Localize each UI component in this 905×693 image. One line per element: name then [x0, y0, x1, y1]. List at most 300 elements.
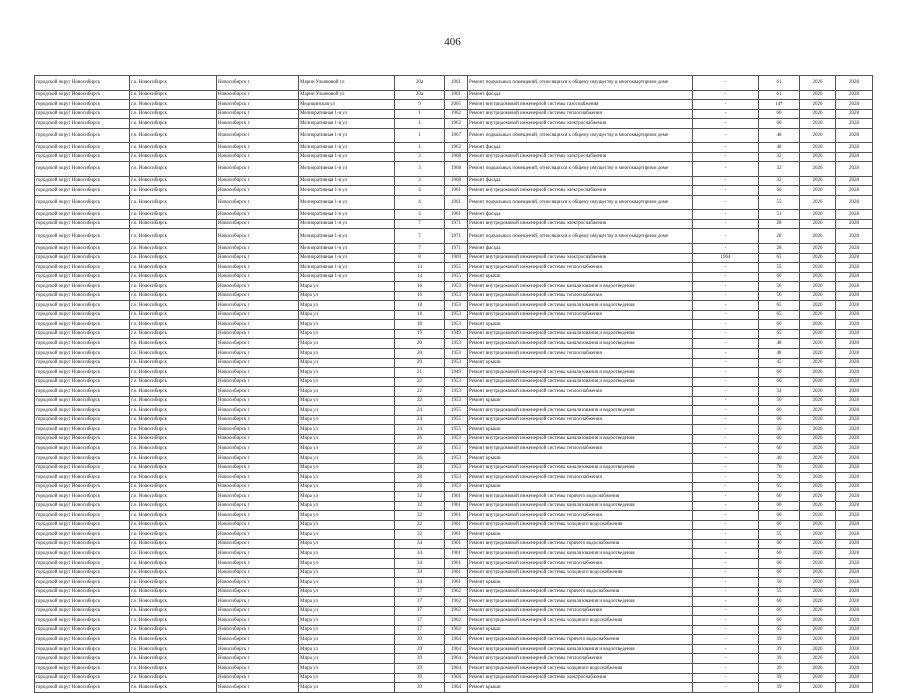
cell-district: г.о. Новосибирск	[130, 673, 217, 683]
cell-period-start: 2026	[800, 654, 836, 664]
cell-period-start: 2026	[800, 219, 836, 229]
cell-renovation-year: -	[693, 109, 759, 119]
cell-renovation-year: -	[693, 263, 759, 273]
cell-municipality: городской округ Новосибирск	[35, 635, 130, 645]
cell-municipality: городской округ Новосибирск	[35, 348, 130, 358]
cell-district: г.о. Новосибирск	[130, 272, 217, 282]
table-row	[35, 539, 873, 549]
cell-district: г.о. Новосибирск	[130, 210, 217, 220]
cell-wear-percent: 32	[759, 162, 800, 177]
table-row	[35, 152, 873, 162]
cell-wear-percent: 60	[759, 597, 800, 607]
cell-work-type: Ремонт внутридомовой инженерной системы теплоснабжения	[468, 415, 693, 425]
cell-house-number: 37	[395, 606, 445, 616]
cell-period-start: 2026	[800, 625, 836, 635]
cell-build-year: 1962	[445, 109, 468, 119]
cell-house-number: 32	[395, 501, 445, 511]
cell-renovation-year: -	[693, 243, 759, 253]
cell-renovation-year: -	[693, 368, 759, 378]
cell-district: г.о. Новосибирск	[130, 406, 217, 416]
cell-work-type: Ремонт крыши	[468, 396, 693, 406]
cell-street: Мелиоративная 1-я ул	[299, 186, 395, 196]
cell-street: Мира ул	[299, 597, 395, 607]
table-row	[35, 568, 873, 578]
cell-period-start: 2026	[800, 100, 836, 110]
cell-locality: Новосибирск г	[217, 143, 299, 153]
cell-build-year: 1949	[445, 368, 468, 378]
cell-work-type: Ремонт внутридомовой инженерной системы горячего водоснабжения	[468, 587, 693, 597]
cell-house-number: 39	[395, 654, 445, 664]
cell-municipality: городской округ Новосибирск	[35, 186, 130, 196]
cell-wear-percent: 39	[759, 654, 800, 664]
cell-house-number: 37	[395, 587, 445, 597]
cell-work-type: Ремонт внутридомовой инженерной системы газоснабжения	[468, 100, 693, 110]
cell-renovation-year: -	[693, 568, 759, 578]
cell-locality: Новосибирск г	[217, 673, 299, 683]
cell-build-year: 1969	[445, 253, 468, 263]
cell-renovation-year: -	[693, 597, 759, 607]
cell-locality: Новосибирск г	[217, 368, 299, 378]
cell-street: Мира ул	[299, 329, 395, 339]
cell-house-number: 3	[395, 162, 445, 177]
cell-renovation-year: -	[693, 143, 759, 153]
cell-locality: Новосибирск г	[217, 387, 299, 397]
cell-wear-percent: 60	[759, 272, 800, 282]
cell-house-number: 7	[395, 243, 445, 253]
cell-wear-percent: 60	[759, 320, 800, 330]
cell-street: Мира ул	[299, 396, 395, 406]
cell-municipality: городской округ Новосибирск	[35, 152, 130, 162]
cell-locality: Новосибирск г	[217, 434, 299, 444]
cell-municipality: городской округ Новосибирск	[35, 263, 130, 273]
table-row	[35, 301, 873, 311]
cell-municipality: городской округ Новосибирск	[35, 128, 130, 143]
cell-period-end: 2028	[836, 143, 873, 153]
cell-locality: Новосибирск г	[217, 253, 299, 263]
cell-municipality: городской округ Новосибирск	[35, 100, 130, 110]
cell-period-start: 2026	[800, 339, 836, 349]
cell-locality: Новосибирск г	[217, 549, 299, 559]
cell-period-start: 2026	[800, 683, 836, 693]
cell-district: г.о. Новосибирск	[130, 186, 217, 196]
cell-district: г.о. Новосибирск	[130, 396, 217, 406]
cell-period-end: 2028	[836, 635, 873, 645]
cell-locality: Новосибирск г	[217, 100, 299, 110]
cell-work-type: Ремонт внутридомовой инженерной системы теплоснабжения	[468, 511, 693, 521]
cell-locality: Новосибирск г	[217, 243, 299, 253]
cell-street: Мира ул	[299, 549, 395, 559]
cell-work-type: Ремонт внутридомовой инженерной системы канализования и водоотведения	[468, 501, 693, 511]
cell-locality: Новосибирск г	[217, 195, 299, 210]
cell-house-number: 18	[395, 320, 445, 330]
cell-period-end: 2028	[836, 415, 873, 425]
table-row	[35, 683, 873, 693]
cell-period-end: 2028	[836, 176, 873, 186]
cell-street: Мелиоративная 1-я ул	[299, 263, 395, 273]
cell-wear-percent: 65	[759, 301, 800, 311]
cell-street: Мира ул	[299, 348, 395, 358]
repair-schedule-table	[34, 75, 873, 693]
table-row	[35, 463, 873, 473]
cell-period-end: 2028	[836, 492, 873, 502]
cell-renovation-year: -	[693, 348, 759, 358]
cell-period-start: 2026	[800, 90, 836, 100]
cell-wear-percent: 48	[759, 143, 800, 153]
cell-municipality: городской округ Новосибирск	[35, 301, 130, 311]
cell-street: Мелиоративная 1-я ул	[299, 219, 395, 229]
cell-renovation-year: -	[693, 210, 759, 220]
cell-period-start: 2026	[800, 377, 836, 387]
cell-district: г.о. Новосибирск	[130, 625, 217, 635]
cell-build-year: 1961	[445, 530, 468, 540]
cell-work-type: Ремонт внутридомовой инженерной системы горячего водоснабжения	[468, 492, 693, 502]
cell-work-type: Ремонт внутридомовой инженерной системы горячего водоснабжения	[468, 539, 693, 549]
cell-locality: Новосибирск г	[217, 176, 299, 186]
cell-street: Мира ул	[299, 387, 395, 397]
cell-house-number: 20а	[395, 90, 445, 100]
cell-locality: Новосибирск г	[217, 186, 299, 196]
cell-work-type: Ремонт внутридомовой инженерной системы теплоснабжения	[468, 291, 693, 301]
cell-renovation-year: -	[693, 282, 759, 292]
cell-period-end: 2028	[836, 358, 873, 368]
cell-municipality: городской округ Новосибирск	[35, 368, 130, 378]
cell-district: г.о. Новосибирск	[130, 463, 217, 473]
cell-work-type: Ремонт крыши	[468, 454, 693, 464]
cell-house-number: 24	[395, 425, 445, 435]
cell-house-number: 8	[395, 253, 445, 263]
cell-period-end: 2028	[836, 539, 873, 549]
cell-street: Мира ул	[299, 473, 395, 483]
cell-street: Мира ул	[299, 587, 395, 597]
cell-municipality: городской округ Новосибирск	[35, 143, 130, 153]
cell-locality: Новосибирск г	[217, 162, 299, 177]
cell-municipality: городской округ Новосибирск	[35, 625, 130, 635]
cell-period-end: 2028	[836, 463, 873, 473]
cell-period-end: 2028	[836, 100, 873, 110]
cell-street: Марии Ульяновой ул	[299, 90, 395, 100]
cell-municipality: городской округ Новосибирск	[35, 539, 130, 549]
cell-locality: Новосибирск г	[217, 358, 299, 368]
table-row	[35, 587, 873, 597]
cell-locality: Новосибирск г	[217, 473, 299, 483]
cell-wear-percent: 60	[759, 415, 800, 425]
cell-build-year: 1961	[445, 520, 468, 530]
cell-renovation-year: -	[693, 272, 759, 282]
cell-street: Мира ул	[299, 415, 395, 425]
cell-district: г.о. Новосибирск	[130, 530, 217, 540]
cell-work-type: Ремонт внутридомовой инженерной системы канализования и водоотведения	[468, 301, 693, 311]
table-row	[35, 454, 873, 464]
cell-build-year: 1964	[445, 635, 468, 645]
cell-district: г.о. Новосибирск	[130, 644, 217, 654]
cell-locality: Новосибирск г	[217, 501, 299, 511]
cell-house-number: 16	[395, 282, 445, 292]
cell-street: Мира ул	[299, 377, 395, 387]
cell-house-number: 3	[395, 176, 445, 186]
cell-work-type: Ремонт фасада	[468, 90, 693, 100]
cell-municipality: городской округ Новосибирск	[35, 219, 130, 229]
cell-district: г.о. Новосибирск	[130, 482, 217, 492]
cell-work-type: Ремонт фасада	[468, 243, 693, 253]
cell-build-year: 1971	[445, 229, 468, 244]
cell-period-start: 2026	[800, 511, 836, 521]
cell-district: г.о. Новосибирск	[130, 291, 217, 301]
cell-street: Мира ул	[299, 654, 395, 664]
cell-municipality: городской округ Новосибирск	[35, 162, 130, 177]
cell-house-number: 34	[395, 549, 445, 559]
cell-period-start: 2026	[800, 463, 836, 473]
cell-work-type: Ремонт подвальных помещений, относящихся к общему имуществу в многоквартирном доме	[468, 128, 693, 143]
cell-work-type: Ремонт внутридомовой инженерной системы электроснабжения	[468, 673, 693, 683]
cell-wear-percent: 39	[759, 635, 800, 645]
cell-wear-percent: 65	[759, 253, 800, 263]
cell-period-end: 2028	[836, 291, 873, 301]
cell-municipality: городской округ Новосибирск	[35, 291, 130, 301]
cell-build-year: 1971	[445, 219, 468, 229]
cell-period-end: 2028	[836, 109, 873, 119]
cell-wear-percent: 76	[759, 463, 800, 473]
cell-house-number: 34	[395, 559, 445, 569]
cell-house-number: 26	[395, 454, 445, 464]
cell-locality: Новосибирск г	[217, 76, 299, 91]
cell-work-type: Ремонт крыши	[468, 683, 693, 693]
cell-municipality: городской округ Новосибирск	[35, 339, 130, 349]
cell-wear-percent: 76	[759, 473, 800, 483]
cell-renovation-year: -	[693, 454, 759, 464]
table-row	[35, 186, 873, 196]
cell-period-start: 2026	[800, 263, 836, 273]
cell-wear-percent: 65	[759, 625, 800, 635]
cell-work-type: Ремонт подвальных помещений, относящихся к общему имуществу в многоквартирном доме	[468, 229, 693, 244]
cell-period-end: 2028	[836, 90, 873, 100]
cell-period-end: 2028	[836, 520, 873, 530]
cell-district: г.о. Новосибирск	[130, 358, 217, 368]
cell-period-end: 2028	[836, 444, 873, 454]
cell-wear-percent: 60	[759, 606, 800, 616]
cell-period-end: 2028	[836, 219, 873, 229]
cell-locality: Новосибирск г	[217, 597, 299, 607]
cell-wear-percent: 65	[759, 310, 800, 320]
cell-district: г.о. Новосибирск	[130, 520, 217, 530]
cell-period-start: 2026	[800, 559, 836, 569]
cell-work-type: Ремонт внутридомовой инженерной системы канализования и водоотведения	[468, 406, 693, 416]
cell-district: г.о. Новосибирск	[130, 219, 217, 229]
cell-wear-percent: 55	[759, 530, 800, 540]
cell-work-type: Ремонт крыши	[468, 578, 693, 588]
cell-build-year: 1961	[445, 195, 468, 210]
cell-locality: Новосибирск г	[217, 310, 299, 320]
cell-wear-percent: 60	[759, 186, 800, 196]
table-row	[35, 396, 873, 406]
cell-renovation-year: -	[693, 229, 759, 244]
table-row	[35, 100, 873, 110]
cell-locality: Новосибирск г	[217, 415, 299, 425]
cell-street: Мира ул	[299, 291, 395, 301]
cell-locality: Новосибирск г	[217, 219, 299, 229]
cell-period-start: 2026	[800, 434, 836, 444]
cell-locality: Новосибирск г	[217, 282, 299, 292]
cell-period-end: 2028	[836, 434, 873, 444]
cell-period-start: 2026	[800, 109, 836, 119]
cell-wear-percent: 40	[759, 454, 800, 464]
cell-municipality: городской округ Новосибирск	[35, 310, 130, 320]
cell-build-year: 1953	[445, 282, 468, 292]
cell-renovation-year: -	[693, 415, 759, 425]
cell-wear-percent: 48	[759, 128, 800, 143]
cell-wear-percent: 60	[759, 549, 800, 559]
cell-municipality: городской округ Новосибирск	[35, 76, 130, 91]
cell-build-year: 1955	[445, 272, 468, 282]
cell-district: г.о. Новосибирск	[130, 348, 217, 358]
cell-municipality: городской округ Новосибирск	[35, 501, 130, 511]
cell-district: г.о. Новосибирск	[130, 425, 217, 435]
cell-locality: Новосибирск г	[217, 568, 299, 578]
cell-renovation-year: -	[693, 152, 759, 162]
cell-build-year: 1964	[445, 664, 468, 674]
cell-house-number: 22	[395, 387, 445, 397]
cell-renovation-year: -	[693, 549, 759, 559]
cell-district: г.о. Новосибирск	[130, 339, 217, 349]
cell-work-type: Ремонт фасада	[468, 176, 693, 186]
cell-street: Мира ул	[299, 530, 395, 540]
cell-period-start: 2026	[800, 76, 836, 91]
cell-period-start: 2026	[800, 186, 836, 196]
cell-wear-percent: 60	[759, 406, 800, 416]
cell-house-number: 21	[395, 368, 445, 378]
cell-street: Мира ул	[299, 425, 395, 435]
cell-street: Мира ул	[299, 511, 395, 521]
cell-municipality: городской округ Новосибирск	[35, 492, 130, 502]
cell-district: г.о. Новосибирск	[130, 415, 217, 425]
cell-street: Мира ул	[299, 282, 395, 292]
cell-work-type: Ремонт внутридомовой инженерной системы электроснабжения	[468, 186, 693, 196]
cell-house-number: 18	[395, 310, 445, 320]
cell-work-type: Ремонт крыши	[468, 625, 693, 635]
cell-district: г.о. Новосибирск	[130, 301, 217, 311]
cell-period-start: 2026	[800, 348, 836, 358]
cell-period-end: 2028	[836, 625, 873, 635]
cell-renovation-year: -	[693, 406, 759, 416]
cell-period-start: 2026	[800, 520, 836, 530]
table-row	[35, 348, 873, 358]
cell-municipality: городской округ Новосибирск	[35, 109, 130, 119]
cell-district: г.о. Новосибирск	[130, 387, 217, 397]
cell-work-type: Ремонт внутридомовой инженерной системы теплоснабжения	[468, 606, 693, 616]
cell-work-type: Ремонт фасада	[468, 210, 693, 220]
cell-build-year: 1961	[445, 578, 468, 588]
cell-period-start: 2026	[800, 128, 836, 143]
cell-street: Мелиоративная 1-я ул	[299, 210, 395, 220]
cell-build-year: 1953	[445, 444, 468, 454]
cell-build-year: 1953	[445, 301, 468, 311]
cell-build-year: 1961	[445, 568, 468, 578]
cell-renovation-year: -	[693, 301, 759, 311]
cell-renovation-year: -	[693, 119, 759, 129]
cell-street: Мелиоративная 1-я ул	[299, 253, 395, 263]
cell-district: г.о. Новосибирск	[130, 176, 217, 186]
cell-build-year: 1961	[445, 501, 468, 511]
table-row	[35, 368, 873, 378]
cell-house-number: 1	[395, 119, 445, 129]
cell-work-type: Ремонт внутридомовой инженерной системы электроснабжения	[468, 119, 693, 129]
cell-municipality: городской округ Новосибирск	[35, 320, 130, 330]
cell-locality: Новосибирск г	[217, 229, 299, 244]
cell-locality: Новосибирск г	[217, 539, 299, 549]
cell-work-type: Ремонт внутридомовой инженерной системы электроснабжения	[468, 152, 693, 162]
cell-wear-percent: 48	[759, 339, 800, 349]
cell-house-number: 39	[395, 635, 445, 645]
cell-house-number: 28	[395, 463, 445, 473]
cell-municipality: городской округ Новосибирск	[35, 444, 130, 454]
cell-locality: Новосибирск г	[217, 616, 299, 626]
table-row	[35, 578, 873, 588]
cell-locality: Новосибирск г	[217, 301, 299, 311]
cell-period-start: 2026	[800, 673, 836, 683]
cell-street: Мелиоративная 1-я ул	[299, 128, 395, 143]
table-row	[35, 195, 873, 210]
cell-renovation-year: -	[693, 396, 759, 406]
cell-street: Мира ул	[299, 501, 395, 511]
cell-period-start: 2026	[800, 597, 836, 607]
cell-wear-percent: 55	[759, 263, 800, 273]
cell-municipality: городской округ Новосибирск	[35, 463, 130, 473]
table-row	[35, 291, 873, 301]
cell-renovation-year: -	[693, 434, 759, 444]
cell-renovation-year: -	[693, 377, 759, 387]
cell-build-year: 1961	[445, 76, 468, 91]
cell-renovation-year: -	[693, 511, 759, 521]
cell-renovation-year: -	[693, 76, 759, 91]
table-row	[35, 253, 873, 263]
cell-municipality: городской округ Новосибирск	[35, 282, 130, 292]
cell-build-year: 1961	[445, 511, 468, 521]
cell-work-type: Ремонт крыши	[468, 530, 693, 540]
cell-work-type: Ремонт внутридомовой инженерной системы канализования и водоотведения	[468, 434, 693, 444]
cell-period-end: 2028	[836, 272, 873, 282]
cell-house-number: 24	[395, 406, 445, 416]
cell-municipality: городской округ Новосибирск	[35, 482, 130, 492]
table-row	[35, 76, 873, 91]
cell-district: г.о. Новосибирск	[130, 320, 217, 330]
cell-municipality: городской округ Новосибирск	[35, 176, 130, 186]
cell-build-year: 1953	[445, 291, 468, 301]
cell-district: г.о. Новосибирск	[130, 559, 217, 569]
cell-work-type: Ремонт внутридомовой инженерной системы теплоснабжения	[468, 444, 693, 454]
cell-period-start: 2026	[800, 425, 836, 435]
cell-wear-percent: 56	[759, 282, 800, 292]
cell-renovation-year: -	[693, 635, 759, 645]
cell-district: г.о. Новосибирск	[130, 377, 217, 387]
cell-renovation-year: -	[693, 530, 759, 540]
cell-municipality: городской округ Новосибирск	[35, 210, 130, 220]
table-body	[35, 76, 873, 693]
cell-build-year: 1962	[445, 597, 468, 607]
cell-renovation-year: -	[693, 587, 759, 597]
cell-work-type: Ремонт внутридомовой инженерной системы канализования и водоотведения	[468, 377, 693, 387]
cell-work-type: Ремонт подвальных помещений, относящихся к общему имуществу в многоквартирном доме	[468, 76, 693, 91]
cell-period-start: 2026	[800, 291, 836, 301]
cell-district: г.о. Новосибирск	[130, 329, 217, 339]
cell-period-start: 2026	[800, 396, 836, 406]
cell-district: г.о. Новосибирск	[130, 76, 217, 91]
cell-period-end: 2028	[836, 320, 873, 330]
cell-wear-percent: 32	[759, 176, 800, 186]
cell-house-number: 26	[395, 444, 445, 454]
cell-district: г.о. Новосибирск	[130, 282, 217, 292]
cell-wear-percent: 55	[759, 587, 800, 597]
cell-work-type: Ремонт крыши	[468, 272, 693, 282]
cell-wear-percent: 60	[759, 559, 800, 569]
